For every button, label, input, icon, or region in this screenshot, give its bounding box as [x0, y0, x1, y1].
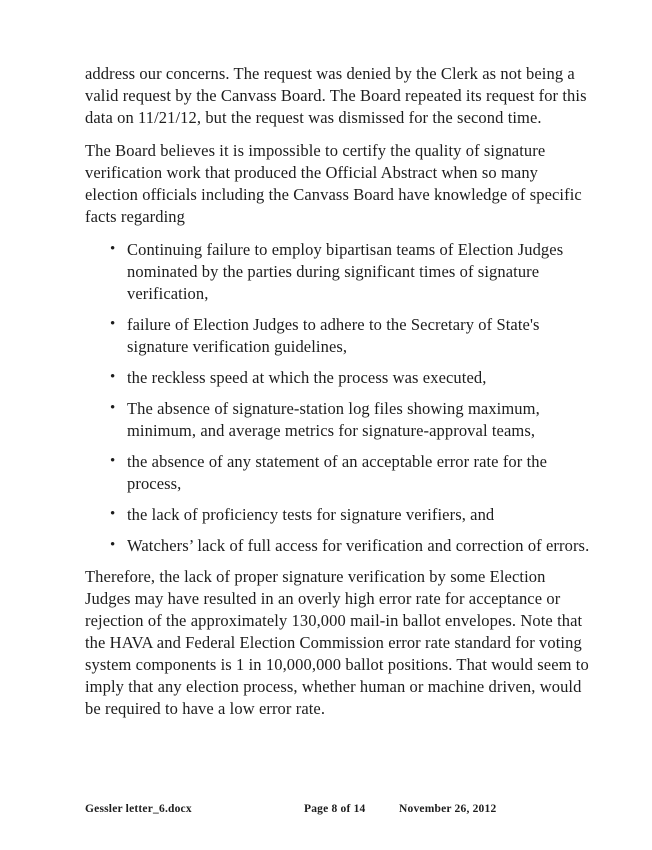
page-footer: [0, 803, 652, 823]
list-item-text: Continuing failure to employ bipartisan teams of Election Judges nominated by the parties during significant times of signature verification,: [127, 240, 564, 303]
bullet-icon: •: [110, 400, 116, 416]
paragraph-board-believes: The Board believes it is impossible to certify the quality of signature verification work that produced the Official Abstract when so many election officials including the Canvass Board have knowledge of specific facts regarding: [85, 141, 582, 226]
footer-date: November 26, 2012: [399, 803, 497, 815]
list-item: [85, 314, 591, 358]
list-item: [85, 367, 591, 389]
list-item: [85, 535, 591, 557]
bullet-icon: •: [110, 241, 116, 257]
bullet-icon: •: [110, 453, 116, 469]
list-item-text: Watchers’ lack of full access for verification and correction of errors.: [127, 536, 590, 555]
footer-filename: Gessler letter_6.docx: [85, 803, 192, 815]
list-item: [85, 504, 591, 526]
list-item: [85, 451, 591, 495]
bullet-icon: •: [110, 369, 116, 385]
list-item-text: the lack of proficiency tests for signature verifiers, and: [127, 505, 495, 524]
list-item-text: the reckless speed at which the process was executed,: [127, 368, 487, 387]
bullet-icon: •: [110, 537, 116, 553]
bullet-icon: •: [110, 506, 116, 522]
footer-page-number: Page 8 of 14: [304, 803, 366, 815]
list-item: [85, 239, 591, 305]
paragraph-request-denied: address our concerns. The request was denied by the Clerk as not being a valid request by the Canvass Board. The Board repeated its request for this data on 11/21/12, but the request was dismissed for the second time.: [85, 64, 587, 127]
list-item-text: failure of Election Judges to adhere to the Secretary of State's signature verification guidelines,: [127, 315, 540, 356]
facts-bullet-list: [85, 239, 591, 557]
list-item-text: the absence of any statement of an acceptable error rate for the process,: [127, 452, 548, 493]
document-body: [85, 63, 591, 720]
list-item-text: The absence of signature-station log files showing maximum, minimum, and average metrics for signature-approval teams,: [127, 399, 540, 440]
paragraph-therefore-conclusion: Therefore, the lack of proper signature verification by some Election Judges may have resulted in an overly high error rate for acceptance or rejection of the approximately 130,000 mail-in ballot envelopes. Note that the HAVA and Federal Election Commission error rate standard for voting system components is 1 in 10,000,000 ballot positions. That would seem to imply that any election process, whether human or machine driven, would be required to have a low error rate.: [85, 567, 589, 718]
bullet-icon: •: [110, 316, 116, 332]
list-item: [85, 398, 591, 442]
